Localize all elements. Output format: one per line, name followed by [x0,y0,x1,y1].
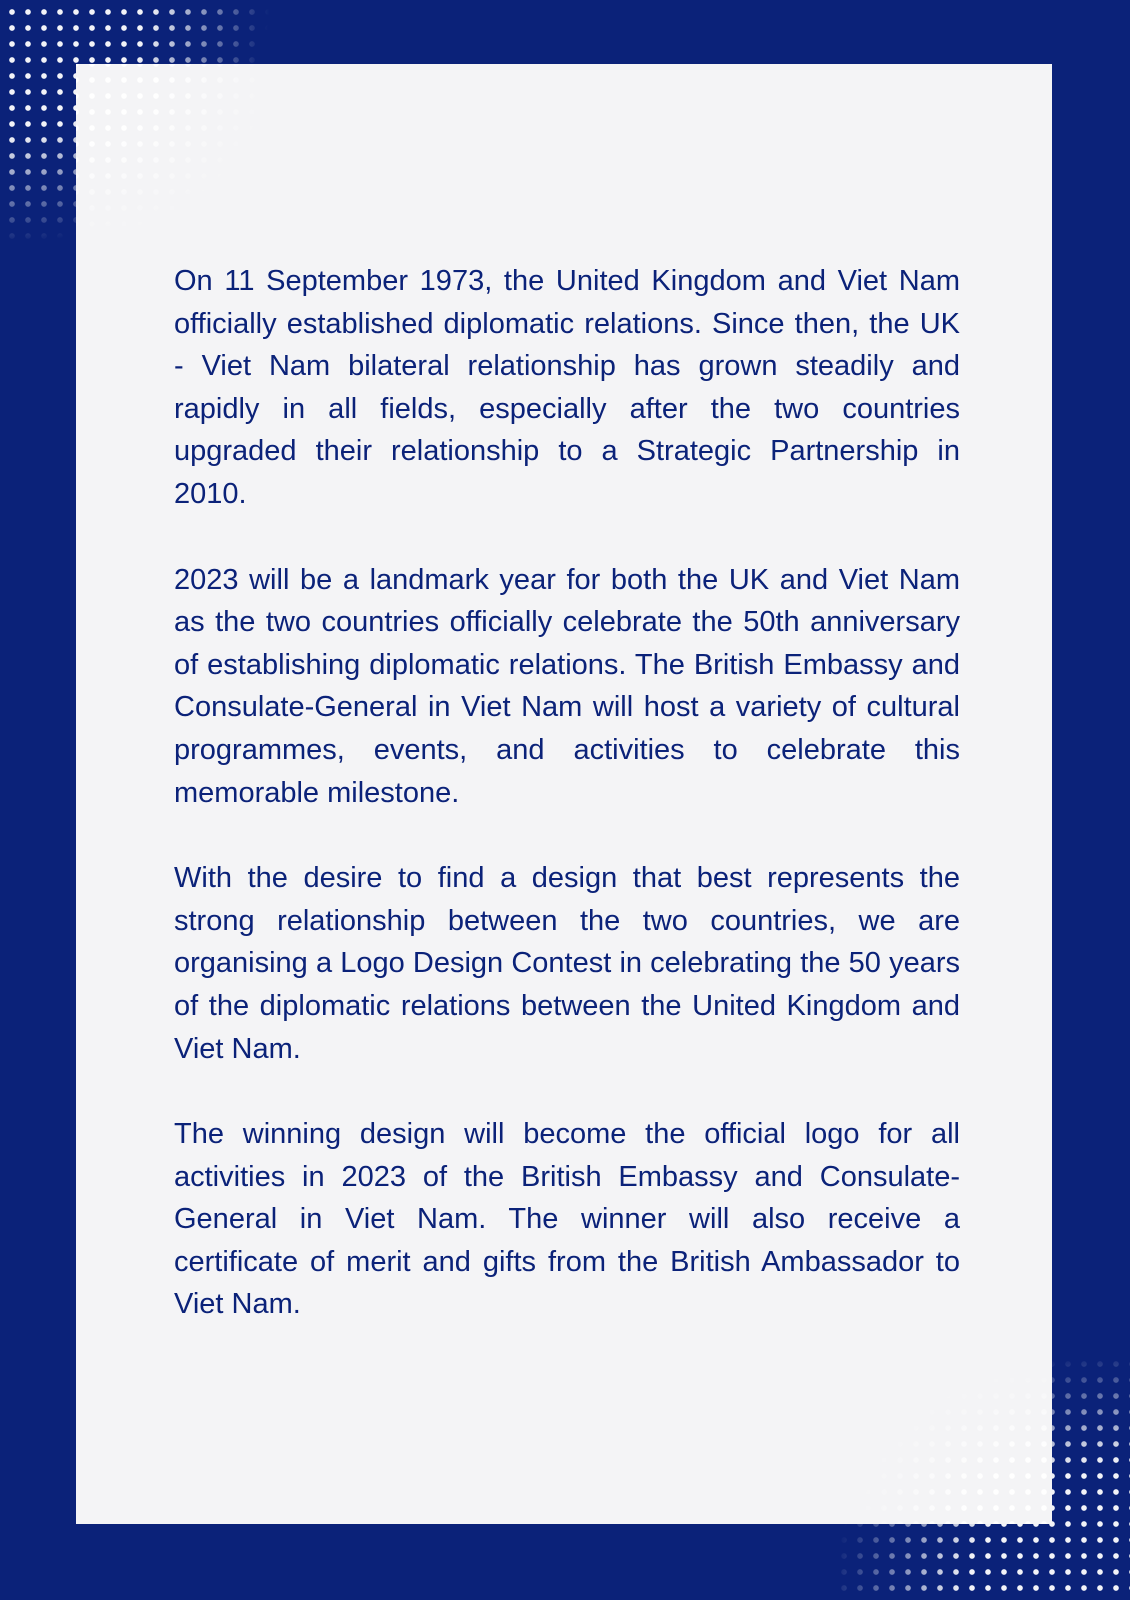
content-card [76,64,1052,1524]
card-dots-top-left [76,64,276,244]
paragraph-prize: The winning design will become the official logo for all activities in 2023 of the British Embassy and Consulate-General in Viet Nam. The winner will also receive a certificate of merit and gifts from the British Ambassador to Viet Nam. [174,1118,960,1321]
body-text [174,260,960,1369]
card-dots-bottom-right [852,1364,1052,1524]
paragraph-contest: With the desire to find a design that best represents the strong relationship between the two countries, we are organising a Logo Design Contest in celebrating the 50 years of the diplomatic relations between the United Kingdom and Viet Nam. [174,862,960,1065]
paragraph-history: On 11 September 1973, the United Kingdom and Viet Nam officially established diplomatic relations. Since then, the UK - Viet Nam bilateral relationship has grown steadily and rapidly in all fields, especially after the two countries upgraded their relationship to a Strategic Partnership in 2010. [174,265,960,510]
paragraph-anniversary: 2023 will be a landmark year for both the UK and Viet Nam as the two countries officially celebrate the 50th anniversary of establishing diplomatic relations. The British Embassy and Consulate-General in Viet Nam will host a variety of cultural programmes, events, and activities to celebrate this memorable milestone. [174,563,960,809]
